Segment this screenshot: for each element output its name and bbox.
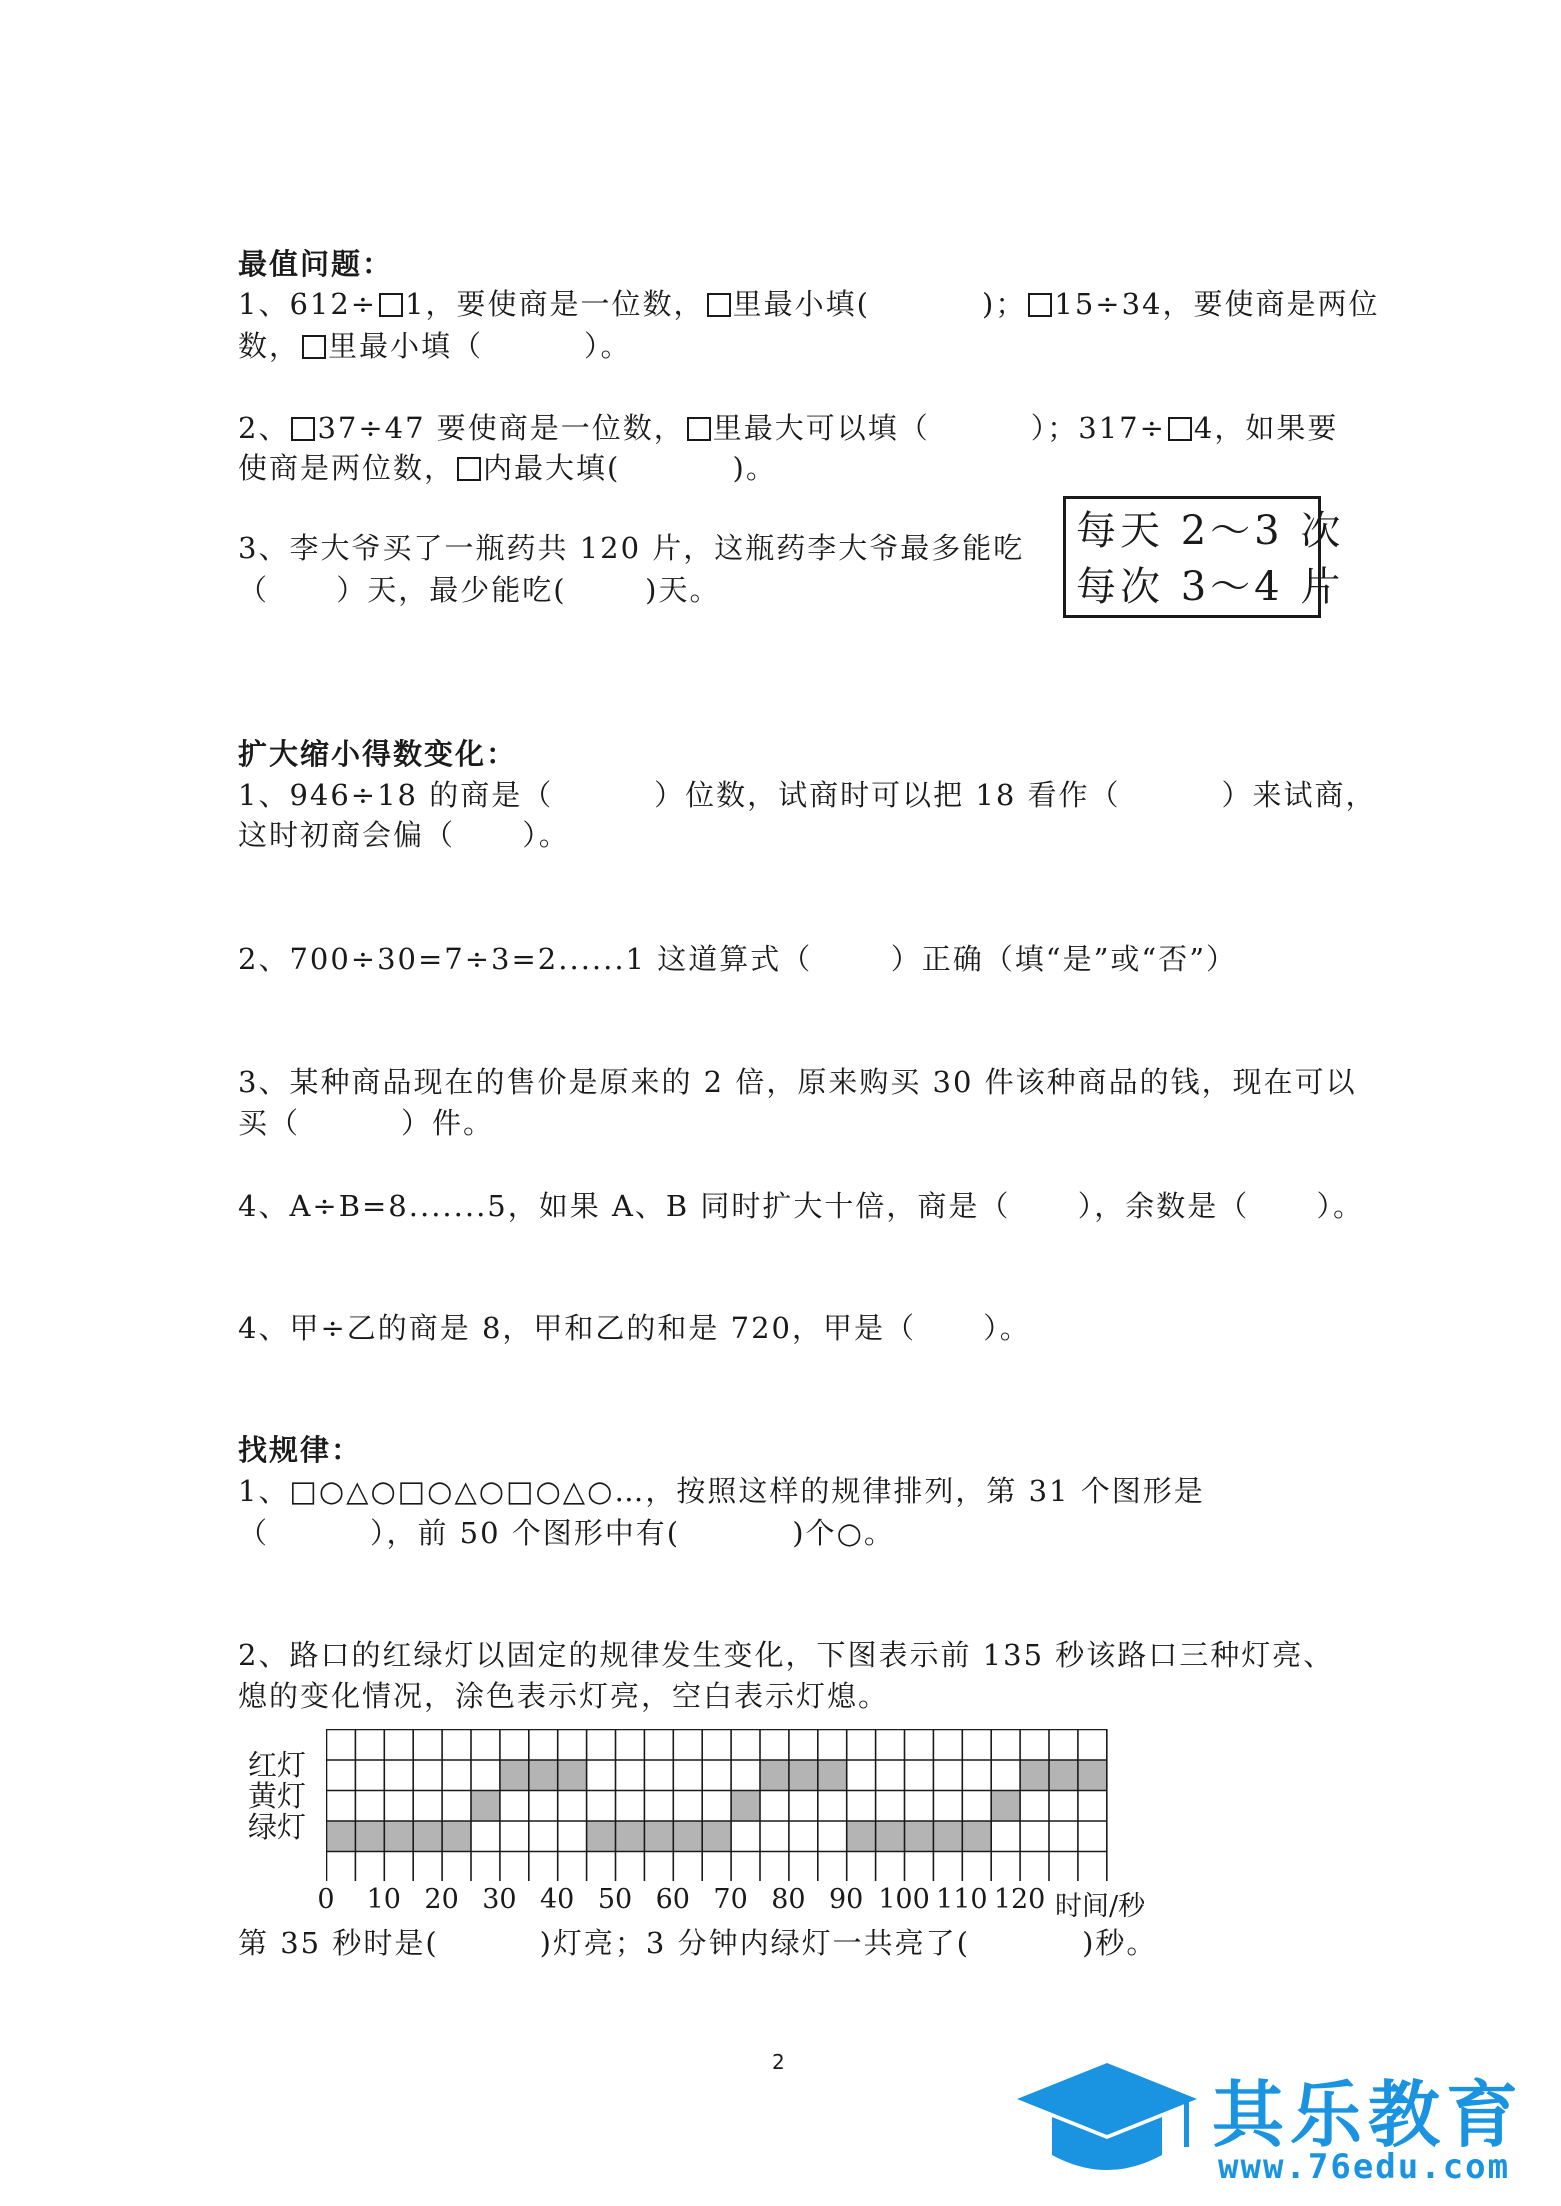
lit-cell-green	[413, 1821, 442, 1852]
lit-cell-green	[904, 1821, 933, 1852]
text-segment: 2、	[238, 411, 290, 445]
extreme-q2-line2	[238, 448, 777, 488]
pattern-q2-line2: 熄的变化情况，涂色表示灯亮，空白表示灯熄。	[238, 1679, 890, 1713]
lit-cell-red	[788, 1760, 817, 1791]
blank-square-icon	[687, 417, 711, 441]
lit-cell-red	[760, 1760, 789, 1791]
lit-cell-red	[1020, 1760, 1049, 1791]
lit-cell-yellow	[471, 1790, 500, 1821]
lit-cell-green	[586, 1821, 615, 1852]
logo-title: 其乐教育	[1212, 2073, 1525, 2157]
dosage-pills-per-time: 每次 3～4 片	[1076, 564, 1345, 610]
extreme-q3-line2: （ ）天，最少能吃( )天。	[238, 573, 721, 607]
lit-cell-green	[846, 1821, 875, 1852]
x-tick-label: 120	[993, 1884, 1046, 1915]
lit-cell-green	[962, 1821, 991, 1852]
lit-cell-green	[355, 1821, 384, 1852]
x-tick-label: 80	[771, 1884, 806, 1915]
row-label-red: 红灯	[248, 1748, 307, 1782]
scaling-q3-line1: 3、某种商品现在的售价是原来的 2 倍，原来购买 30 件该种商品的钱，现在可以	[238, 1065, 1357, 1099]
text-segment: 里最小填（ ）。	[328, 329, 632, 363]
logo-url: www.76edu.com	[1218, 2147, 1511, 2187]
lit-cell-red	[528, 1760, 557, 1791]
x-tick-label: 50	[597, 1884, 633, 1915]
lit-cell-red	[1077, 1760, 1106, 1791]
blank-square-icon	[1028, 293, 1052, 317]
text-segment: 1，要使商是一位数，	[405, 287, 705, 321]
scaling-q1-line1: 1、946÷18 的商是（ ）位数，试商时可以把 18 看作（ ）来试商，	[238, 778, 1377, 812]
x-tick-label: 0	[317, 1884, 335, 1915]
blank-square-icon	[707, 293, 731, 317]
x-axis-unit: 时间/秒	[1055, 1891, 1146, 1922]
x-tick-label: 60	[655, 1884, 690, 1915]
lit-cell-yellow	[731, 1790, 760, 1821]
extreme-q2-line1	[238, 408, 1338, 448]
row-label-green: 绿灯	[248, 1810, 307, 1844]
pattern-q1-line2: （ ），前 50 个图形中有( )个○。	[238, 1516, 895, 1550]
lit-cell-green	[442, 1821, 471, 1852]
lit-cell-green	[673, 1821, 702, 1852]
brand-logo	[1012, 2055, 1552, 2195]
x-tick-label: 30	[482, 1884, 517, 1915]
dosage-box	[1063, 496, 1345, 618]
x-tick-label: 90	[829, 1884, 864, 1915]
x-tick-label: 100	[878, 1884, 930, 1915]
scaling-q4: 4、A÷B=8.......5，如果 A、B 同时扩大十倍，商是（ ），余数是（ ）。	[238, 1189, 1365, 1223]
extreme-q1-line2	[238, 326, 631, 366]
lit-cell-red	[817, 1760, 846, 1791]
x-tick-label: 20	[424, 1884, 459, 1915]
section-heading-extreme: 最值问题：	[238, 247, 394, 281]
x-tick-label: 110	[936, 1884, 988, 1915]
blank-square-icon	[379, 293, 403, 317]
scaling-q2: 2、700÷30=7÷3=2......1 这道算式（ ）正确（填“是”或“否”）	[238, 942, 1238, 976]
text-segment: 里最大可以填（ ）；317÷	[712, 411, 1166, 445]
blank-square-icon	[1168, 417, 1192, 441]
graduation-cap-icon	[1012, 2055, 1202, 2195]
x-tick-label: 70	[713, 1884, 748, 1915]
lit-cell-green	[384, 1821, 413, 1852]
section-heading-pattern: 找规律：	[238, 1433, 363, 1467]
text-segment: 内最大填( )。	[483, 451, 777, 485]
blank-square-icon	[302, 335, 326, 359]
lit-cell-green	[702, 1821, 731, 1852]
pattern-q2-line1: 2、路口的红绿灯以固定的规律发生变化，下图表示前 135 秒该路口三种灯亮、	[238, 1638, 1335, 1672]
x-tick-label: 40	[540, 1884, 575, 1915]
scaling-q1-line2: 这时初商会偏（ ）。	[238, 818, 570, 852]
dosage-times-per-day: 每天 2～3 次	[1076, 508, 1345, 554]
light-labels	[248, 1750, 306, 1843]
lit-cell-yellow	[991, 1790, 1020, 1821]
blank-square-icon	[291, 417, 315, 441]
page-number: 2	[772, 2050, 785, 2074]
text-segment: 1、612÷	[238, 287, 378, 321]
lit-cell-red	[557, 1760, 586, 1791]
section-heading-scaling: 扩大缩小得数变化：	[238, 737, 518, 771]
lit-cell-red	[499, 1760, 528, 1791]
lit-cell-red	[1049, 1760, 1078, 1791]
lit-cell-green	[933, 1821, 962, 1852]
text-segment: 使商是两位数，	[238, 451, 456, 485]
text-segment: 数，	[238, 329, 301, 363]
scaling-q5: 4、甲÷乙的商是 8，甲和乙的和是 720，甲是（ ）。	[238, 1311, 1031, 1345]
text-segment: 37÷47 要使商是一位数，	[317, 411, 685, 445]
x-tick-label: 10	[366, 1884, 401, 1915]
blank-square-icon	[457, 457, 481, 481]
scaling-q3-line2: 买（ ）件。	[238, 1106, 494, 1140]
text-segment: 15÷34，要使商是两位	[1054, 287, 1380, 321]
extreme-q3-line1: 3、李大爷买了一瓶药共 120 片，这瓶药李大爷最多能吃	[238, 531, 1025, 565]
lit-cell-green	[644, 1821, 673, 1852]
row-label-yellow: 黄灯	[248, 1779, 307, 1813]
text-segment: 里最小填( )；	[732, 287, 1027, 321]
lit-cell-green	[326, 1821, 355, 1852]
text-segment: 4，如果要	[1193, 411, 1339, 445]
traffic-light-grid	[326, 1729, 1108, 1881]
lit-cell-green	[615, 1821, 644, 1852]
lit-cell-green	[875, 1821, 904, 1852]
extreme-q1-line1	[238, 284, 1379, 324]
pattern-q1-line1: 1、□○△○□○△○□○△○…，按照这样的规律排列，第 31 个图形是	[238, 1474, 1205, 1508]
pattern-q2-line3: 第 35 秒时是( )灯亮；3 分钟内绿灯一共亮了( )秒。	[238, 1926, 1158, 1960]
